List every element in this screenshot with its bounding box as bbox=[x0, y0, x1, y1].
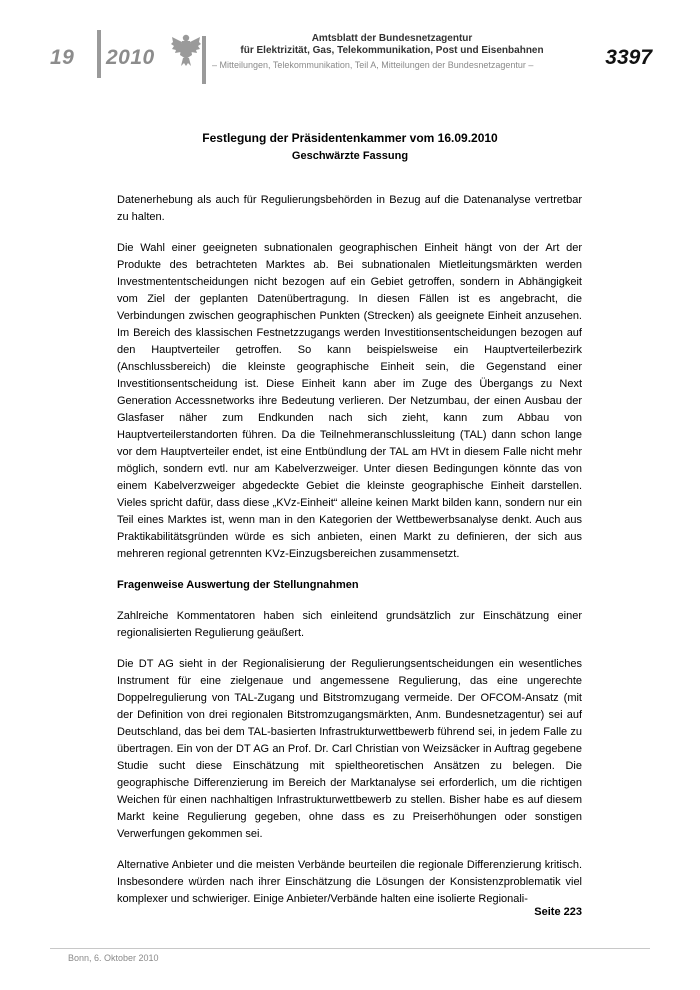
document-body bbox=[117, 192, 582, 922]
publication-scope: für Elektrizität, Gas, Telekommunikation, Post und Eisenbahnen bbox=[240, 45, 544, 56]
body-paragraph: Zahlreiche Kommentatoren haben sich einleitend grundsätzlich zur Einschätzung einer regionalisierten Regulierung geäußert. bbox=[117, 610, 582, 639]
footer-divider bbox=[50, 948, 650, 949]
header-divider-bar bbox=[97, 30, 101, 78]
issue-year: 2010 bbox=[106, 46, 155, 69]
body-paragraph: Alternative Anbieter und die meisten Verbände beurteilen die regionale Differenzierung kritisch. Insbesondere würden nach ihrer Einschätzung die Lösungen der Konsistenzproblematik viel komplexer und schwieriger. Einige Anbieter/Verbände halten eine isolierte Regionali- bbox=[117, 859, 582, 905]
body-paragraph: Die DT AG sieht in der Regionalisierung der Regulierungsentscheidungen ein wesentliches Instrument für eine zielgenaue und angemessene Regulierung, das eine ungerechte Doppelregulierung von TAL-Zugang und Bitstromzugang vermeide. Der OFCOM-Ansatz (mit der Definition von drei regionalen Bitstromzugangsmärkten, Anm. Bundesnetzagentur) sei auf Deutschland, das bei dem TAL-basierten Infrastrukturwettbewerb führend sei, in jedem Falle zu übertragen. Ein von der DT AG an Prof. Dr. Carl Christian von Weizsäcker in Auftrag gegebene Studie sucht diese Einschätzung mit spieltheoretischen Ansätzen zu belegen. Die geographische Differenzierung im Bereich der Marktanalyse sei erforderlich, um die richtigen Weichen für einen nachhaltigen Infrastrukturwettbewerb zu stellen. Bisher habe es auf diesem Markt keine Regulierung gegeben, ohne dass es zu Preiserhöhungen oder sonstigen Verwerfungen gekommen sei. bbox=[117, 658, 582, 840]
section-heading: Fragenweise Auswertung der Stellungnahmen bbox=[117, 579, 359, 591]
publication-name: Amtsblatt der Bundesnetzagentur bbox=[311, 33, 473, 44]
issue-number: 19 bbox=[50, 46, 75, 69]
document-title: Festlegung der Präsidentenkammer vom 16.09.2010 bbox=[202, 131, 498, 145]
body-paragraph: Datenerhebung als auch für Regulierungsbehörden in Bezug auf die Datenanalyse vertretbar zu halten. bbox=[117, 194, 582, 223]
footer-place-date: Bonn, 6. Oktober 2010 bbox=[68, 953, 159, 963]
federal-eagle-icon bbox=[171, 33, 201, 67]
publication-section: – Mitteilungen, Telekommunikation, Teil A, Mitteilungen der Bundesnetzagentur – bbox=[212, 60, 534, 70]
header-page-number: 3397 bbox=[605, 46, 652, 69]
page-label: Seite 223 bbox=[534, 906, 582, 918]
body-paragraph: Die Wahl einer geeigneten subnationalen geographischen Einheit hängt von der Art der Produkte des betrachteten Marktes ab. Bei subnationalen Mietleitungsmärkten werden Investmententscheidungen nicht bezogen auf ein Gebiet getroffen, sondern in Abhängigkeit vom Ziel der geplanten Datenübertragung. In diesen Fällen ist es angebracht, die Verbindungen zwischen geographischen Punkten (Strecken) als geeignete Einheit anzusehen. Im Bereich des klassischen Festnetzzugangs werden Investitionsentscheidungen bezogen auf den Hauptverteiler getroffen. So kann beispielsweise ein Hauptverteilerbezirk (Anschlussbereich) die kleinste geographische Einheit sein, die Gegenstand einer Investitionsentscheidung ist. Diese Einheit kann aber im Zuge des Übergangs zu Next Generation Accessnetworks ihre Bedeutung verlieren. Der Netzumbau, der einen Ausbau der Glasfaser näher zum Endkunden nach sich zieht, kann zum Abbau von Hauptverteilerstandorten führen. Da die Teilnehmeranschlussleitung (TAL) dann schon lange vor dem Hauptverteiler endet, ist eine Entbündlung der TAL am HVt in diesem Falle nicht mehr möglich, sondern evtl. nur am Kabelverzweiger. Unter diesen Bedingungen könnte das von einem Kabelverzweiger abgedeckte Gebiet die kleinste geographische Einheit darstellen. Vieles spricht dafür, dass diese „KVz-Einheit“ alleine keinen Markt bilden kann, sondern nur ein Teil eines Marktes ist, wenn man in den Kategorien der Wettbewerbsanalyse denkt. Auch aus Praktikabilitätsgründen würde es sich anbieten, einen Markt zu definieren, der sich aus mehreren regional getrennten KVz-Einzugsbereichen zusammensetzt. bbox=[117, 242, 582, 560]
document-subtitle: Geschwärzte Fassung bbox=[291, 150, 409, 162]
header-divider-bar bbox=[202, 36, 206, 84]
